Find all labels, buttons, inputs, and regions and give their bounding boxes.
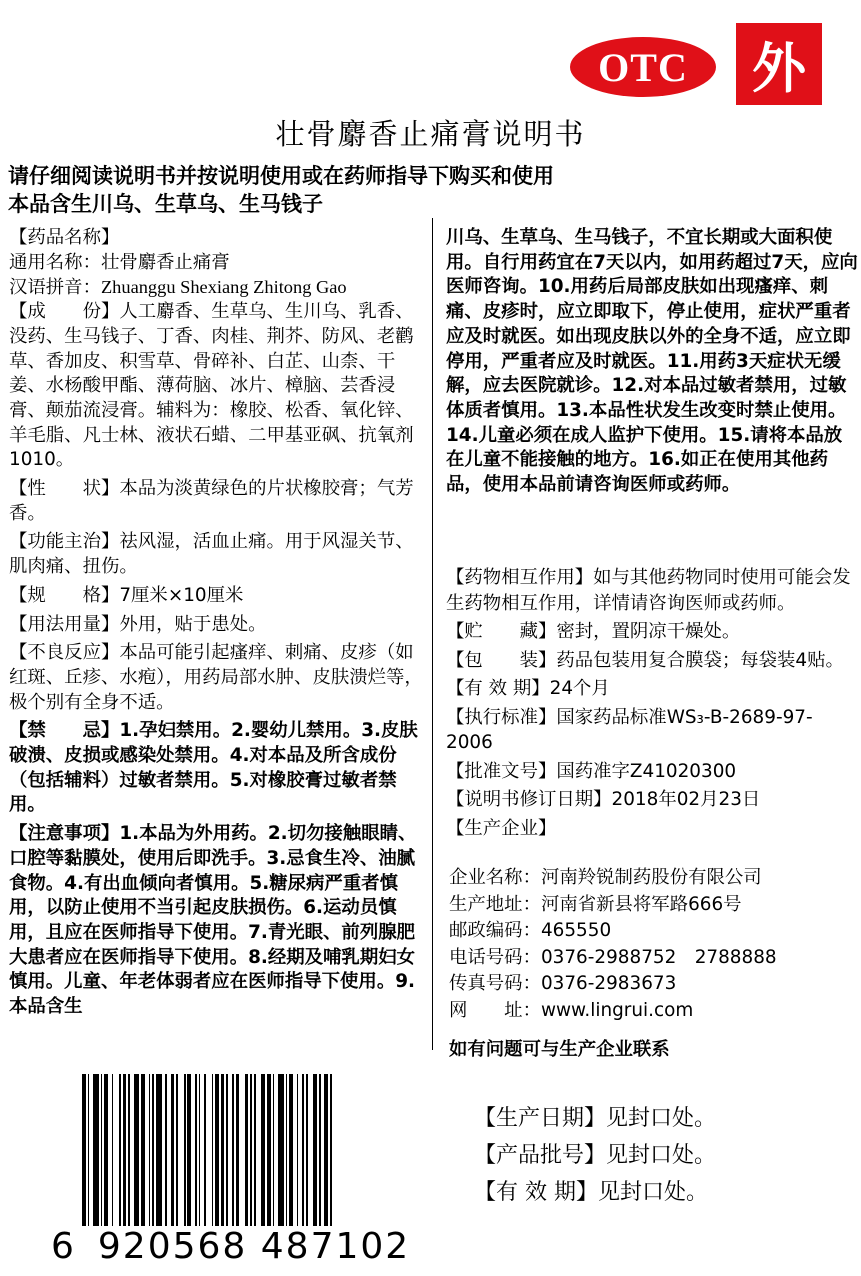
barcode-bar: [134, 1074, 140, 1249]
manufacturer-heading: 【生产企业】: [446, 817, 557, 839]
barcode-bar: [289, 1074, 293, 1249]
adverse-reactions: 【不良反应】本品可能引起瘙痒、刺痛、皮疹（如红斑、丘疹、水疱），用药局部水肿、皮肤溃烂等，极个别有全身不适。: [9, 642, 423, 713]
approval: 【批准文号】国药准字Z41020300: [446, 760, 737, 782]
barcode-bar: [306, 1074, 308, 1249]
barcode-bar: [324, 1074, 328, 1249]
production-date: 【生产日期】见封口处。: [474, 1106, 717, 1131]
barcode-digits: 920568 487102: [97, 1226, 411, 1267]
barcode-bar: [149, 1074, 151, 1249]
right-column-details: [446, 565, 858, 844]
company-name: 企业名称：河南羚锐制药股份有限公司: [449, 867, 762, 888]
interactions: 【药物相互作用】如与其他药物同时使用可能会发生药物相互作用，详情请咨询医师或药师。: [446, 567, 851, 614]
drug-name-heading: 【药品名称】: [9, 227, 120, 248]
barcode-bar: [141, 1074, 145, 1249]
barcode-bar: [184, 1074, 186, 1249]
otc-label: OTC: [598, 44, 688, 90]
barcode-bar: [152, 1074, 154, 1249]
barcode-bar: [261, 1074, 265, 1249]
ingredients: 【成 份】人工麝香、生草乌、生川乌、乳香、没药、生马钱子、丁香、肉桂、荆芥、防风、老鹳草、香加皮、积雪草、骨碎补、白芷、山柰、干姜、水杨酸甲酯、薄荷脑、冰片、樟脑、芸香浸膏、颠茄流浸膏。辅料为：橡胶、松香、氧化锌、羊毛脂、凡士林、液状石蜡、二甲基亚砜、抗氧剂1010。: [9, 301, 414, 471]
specification: 【规 格】7厘米×10厘米: [9, 584, 244, 606]
barcode-bar: [286, 1074, 288, 1249]
barcode-bar: [165, 1074, 167, 1249]
page-title: 壮骨麝香止痛膏说明书: [275, 117, 586, 151]
barcode-bar: [221, 1074, 225, 1249]
barcode-bar: [245, 1074, 249, 1249]
warning-line-2: 本品含生川乌、生草乌、生马钱子: [8, 192, 323, 216]
barcode-number: [48, 1226, 413, 1267]
barcode-bar: [267, 1074, 271, 1249]
revision-date: 【说明书修订日期】2018年02月23日: [446, 789, 761, 810]
barcode-bar: [297, 1074, 299, 1249]
barcode-bar: [273, 1074, 275, 1249]
barcode-bar: [176, 1074, 178, 1249]
print-info: [474, 1100, 716, 1211]
column-divider: [432, 218, 433, 1050]
barcode-bar: [199, 1074, 201, 1249]
company-address: 生产地址：河南省新县将军路666号: [449, 893, 742, 915]
precautions-continued: 川乌、生草乌、生马钱子，不宜长期或大面积使用。自行用药宜在7天以内，如用药超过7天，应向医师咨询。10.用药后局部皮肤如出现瘙痒、刺痛、皮疹时，应立即取下，停止使用，症状严重者应及时就医。如出现皮肤以外的全身不适，应立即停用，严重者应及时就医。11.用药3天症状无缓解，应去医院就诊。12.对本品过敏者禁用，过敏体质者慎用。13.本品性状发生改变时禁止使用。14.儿童必须在成人监护下使用。15.请将本品放在儿童不能接触的地方。16.如正在使用其他药品，使用本品前请咨询医师或药师。: [446, 227, 858, 496]
barcode-bar: [128, 1074, 130, 1249]
barcode-bar: [330, 1074, 332, 1249]
appearance: 【性 状】本品为淡黄绿色的片状橡胶膏；气芳香。: [9, 478, 414, 524]
barcode-bar: [313, 1074, 317, 1249]
barcode-bar: [195, 1074, 197, 1249]
barcode-bar: [319, 1074, 321, 1249]
barcode-bar: [104, 1074, 108, 1249]
right-column: [446, 226, 858, 498]
barcode-bar: [236, 1074, 240, 1249]
generic-name: 通用名称：壮骨麝香止痛膏: [9, 251, 230, 273]
barcode-bar: [112, 1074, 114, 1249]
barcode-bar: [119, 1074, 121, 1249]
precautions: 【注意事项】1.本品为外用药。2.切勿接触眼睛、口腔等黏膜处，使用后即洗手。3.忌食生冷、油腻食物。4.有出血倾向者慎用。5.糖尿病严重者慎用，以防止使用不当引起皮肤损伤。6.运动员慎用，且应在医师指导下使用。7.青光眼、前列腺肥大患者应在医师指导下使用。8.经期及哺乳期妇女慎用。儿童、年老体弱者应在医师指导下使用。9.本品含生: [9, 823, 417, 1018]
fax: 传真号码：0376-2983673: [449, 973, 677, 994]
barcode-bar: [187, 1074, 191, 1249]
postcode: 邮政编码：465550: [449, 920, 612, 941]
barcode-bar: [123, 1074, 127, 1249]
barcode-bar: [88, 1074, 90, 1249]
warning-line-1: 请仔细阅读说明书并按说明使用或在药师指导下购买和使用: [8, 164, 554, 188]
pinyin-name: 汉语拼音：Zhuanggu Shexiang Zhitong Gao: [9, 277, 347, 298]
barcode-bar: [82, 1074, 86, 1249]
validity: 【有 效 期】24个月: [446, 678, 610, 699]
barcode-bar: [101, 1074, 103, 1249]
barcode-bar: [215, 1074, 219, 1249]
barcode-bar: [254, 1074, 256, 1249]
otc-badge: [570, 37, 716, 97]
website: 网 址：www.lingrui.com: [449, 999, 694, 1021]
packaging: 【包 装】药品包装用复合膜袋；每袋装4贴。: [446, 649, 844, 671]
batch-number: 【产品批号】见封口处。: [474, 1143, 717, 1168]
manufacturer-info: [449, 865, 777, 1024]
barcode-bar: [232, 1074, 234, 1249]
barcode-bar: [226, 1074, 228, 1249]
barcode-bar: [204, 1074, 206, 1249]
expiry-date: 【有 效 期】见封口处。: [474, 1180, 708, 1205]
contraindications: 【禁 忌】1.孕妇禁用。2.婴幼儿禁用。3.皮肤破溃、皮损或感染处禁用。4.对本品及所含成份（包括辅料）过敏者禁用。5.对橡胶膏过敏者禁用。: [9, 720, 418, 816]
contact-note: 如有问题可与生产企业联系: [449, 1039, 670, 1060]
barcode-bar: [302, 1074, 304, 1249]
barcode-bar: [171, 1074, 175, 1249]
barcode-first-digit: 6: [51, 1226, 76, 1267]
standard: 【执行标准】国家药品标准WS₃-B-2689-97-2006: [446, 706, 813, 753]
phone: 电话号码：0376-2988752 2788888: [449, 946, 777, 968]
barcode-bar: [212, 1074, 214, 1249]
barcode-bar: [250, 1074, 252, 1249]
usage: 【用法用量】外用，贴于患处。: [9, 613, 267, 635]
barcode-bar: [93, 1074, 99, 1249]
external-use-badge: 外: [736, 23, 822, 105]
storage: 【贮 藏】密封，置阴凉干燥处。: [446, 621, 741, 642]
barcode: [82, 1074, 404, 1249]
barcode-bar: [278, 1074, 284, 1249]
left-column: [9, 226, 423, 1020]
indications: 【功能主治】祛风湿，活血止痛。用于风湿关节、肌肉痛、扭伤。: [9, 531, 414, 578]
barcode-bar: [156, 1074, 162, 1249]
